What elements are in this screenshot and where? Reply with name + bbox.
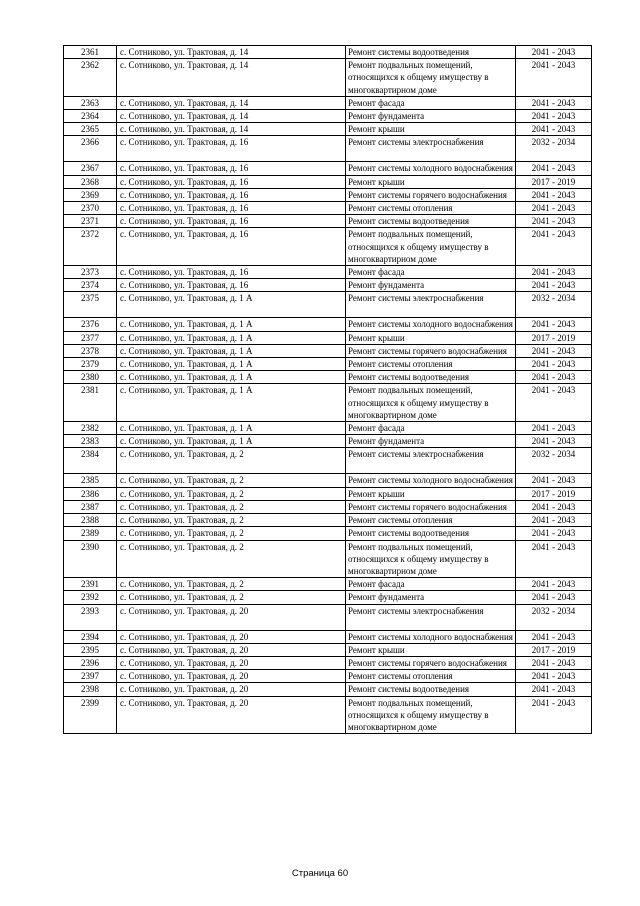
work-type-cell: Ремонт системы отопления (346, 670, 516, 683)
period-cell: 2041 - 2043 (516, 110, 592, 123)
work-type-cell: Ремонт системы горячего водоснабжения (346, 500, 516, 513)
row-number: 2391 (64, 578, 117, 591)
period-cell: 2041 - 2043 (516, 59, 592, 97)
period-cell: 2041 - 2043 (516, 474, 592, 487)
row-number: 2399 (64, 696, 117, 734)
address-cell: с. Сотниково, ул. Трактовая, д. 2 (117, 527, 346, 540)
table-row (64, 344, 592, 357)
address-cell: с. Сотниково, ул. Трактовая, д. 20 (117, 670, 346, 683)
work-type-cell: Ремонт системы водоотведения (346, 371, 516, 384)
work-type-cell: Ремонт системы электроснабжения (346, 448, 516, 474)
table-row (64, 696, 592, 734)
table-row (64, 358, 592, 371)
address-cell: с. Сотниково, ул. Трактовая, д. 20 (117, 656, 346, 669)
period-cell: 2041 - 2043 (516, 188, 592, 201)
table-row (64, 46, 592, 59)
period-cell: 2041 - 2043 (516, 384, 592, 422)
period-cell: 2041 - 2043 (516, 422, 592, 435)
row-number: 2361 (64, 46, 117, 59)
table-row (64, 540, 592, 578)
period-cell: 2041 - 2043 (516, 630, 592, 643)
work-type-cell: Ремонт фундамента (346, 435, 516, 448)
period-cell: 2041 - 2043 (516, 578, 592, 591)
table-row (64, 500, 592, 513)
row-number: 2380 (64, 371, 117, 384)
address-cell: с. Сотниково, ул. Трактовая, д. 1 А (117, 344, 346, 357)
row-number: 2365 (64, 123, 117, 136)
period-cell: 2041 - 2043 (516, 683, 592, 696)
address-cell: с. Сотниково, ул. Трактовая, д. 1 А (117, 358, 346, 371)
period-cell: 2032 - 2034 (516, 448, 592, 474)
table-row (64, 630, 592, 643)
period-cell: 2041 - 2043 (516, 696, 592, 734)
row-number: 2368 (64, 175, 117, 188)
period-cell: 2041 - 2043 (516, 540, 592, 578)
period-cell: 2041 - 2043 (516, 123, 592, 136)
row-number: 2395 (64, 643, 117, 656)
table-row (64, 136, 592, 162)
row-number: 2389 (64, 527, 117, 540)
table-row (64, 487, 592, 500)
row-number: 2362 (64, 59, 117, 97)
period-cell: 2032 - 2034 (516, 292, 592, 318)
address-cell: с. Сотниково, ул. Трактовая, д. 16 (117, 162, 346, 175)
work-type-cell: Ремонт подвальных помещений, относящихся к общему имуществу в многоквартирном доме (346, 540, 516, 578)
period-cell: 2041 - 2043 (516, 435, 592, 448)
work-type-cell: Ремонт системы горячего водоснабжения (346, 344, 516, 357)
address-cell: с. Сотниково, ул. Трактовая, д. 16 (117, 175, 346, 188)
address-cell: с. Сотниково, ул. Трактовая, д. 2 (117, 474, 346, 487)
table-row (64, 279, 592, 292)
period-cell: 2041 - 2043 (516, 358, 592, 371)
period-cell: 2032 - 2034 (516, 604, 592, 630)
address-cell: с. Сотниково, ул. Трактовая, д. 14 (117, 123, 346, 136)
repair-schedule-table (63, 45, 592, 734)
work-type-cell: Ремонт крыши (346, 175, 516, 188)
row-number: 2393 (64, 604, 117, 630)
row-number: 2398 (64, 683, 117, 696)
period-cell: 2041 - 2043 (516, 46, 592, 59)
row-number: 2371 (64, 215, 117, 228)
table-row (64, 331, 592, 344)
work-type-cell: Ремонт системы горячего водоснабжения (346, 656, 516, 669)
period-cell: 2017 - 2019 (516, 175, 592, 188)
row-number: 2379 (64, 358, 117, 371)
address-cell: с. Сотниково, ул. Трактовая, д. 16 (117, 188, 346, 201)
work-type-cell: Ремонт фасада (346, 578, 516, 591)
work-type-cell: Ремонт фасада (346, 96, 516, 109)
table-row (64, 514, 592, 527)
address-cell: с. Сотниково, ул. Трактовая, д. 1 А (117, 292, 346, 318)
address-cell: с. Сотниково, ул. Трактовая, д. 2 (117, 591, 346, 604)
period-cell: 2041 - 2043 (516, 318, 592, 331)
table-row (64, 228, 592, 266)
address-cell: с. Сотниково, ул. Трактовая, д. 20 (117, 630, 346, 643)
period-cell: 2041 - 2043 (516, 215, 592, 228)
work-type-cell: Ремонт подвальных помещений, относящихся к общему имуществу в многоквартирном доме (346, 228, 516, 266)
address-cell: с. Сотниково, ул. Трактовая, д. 1 А (117, 331, 346, 344)
work-type-cell: Ремонт крыши (346, 643, 516, 656)
row-number: 2378 (64, 344, 117, 357)
row-number: 2388 (64, 514, 117, 527)
work-type-cell: Ремонт крыши (346, 123, 516, 136)
address-cell: с. Сотниково, ул. Трактовая, д. 16 (117, 202, 346, 215)
period-cell: 2041 - 2043 (516, 96, 592, 109)
table-row (64, 448, 592, 474)
address-cell: с. Сотниково, ул. Трактовая, д. 14 (117, 46, 346, 59)
table-row (64, 175, 592, 188)
work-type-cell: Ремонт подвальных помещений, относящихся к общему имуществу в многоквартирном доме (346, 59, 516, 97)
address-cell: с. Сотниково, ул. Трактовая, д. 2 (117, 500, 346, 513)
period-cell: 2017 - 2019 (516, 331, 592, 344)
work-type-cell: Ремонт системы отопления (346, 358, 516, 371)
table-row (64, 578, 592, 591)
row-number: 2366 (64, 136, 117, 162)
row-number: 2381 (64, 384, 117, 422)
row-number: 2396 (64, 656, 117, 669)
table-row (64, 670, 592, 683)
address-cell: с. Сотниково, ул. Трактовая, д. 16 (117, 279, 346, 292)
address-cell: с. Сотниково, ул. Трактовая, д. 14 (117, 96, 346, 109)
row-number: 2392 (64, 591, 117, 604)
row-number: 2374 (64, 279, 117, 292)
row-number: 2386 (64, 487, 117, 500)
work-type-cell: Ремонт системы отопления (346, 202, 516, 215)
row-number: 2385 (64, 474, 117, 487)
table-row (64, 604, 592, 630)
page-number: Страница 60 (291, 868, 349, 879)
work-type-cell: Ремонт системы горячего водоснабжения (346, 188, 516, 201)
work-type-cell: Ремонт системы водоотведения (346, 527, 516, 540)
period-cell: 2041 - 2043 (516, 656, 592, 669)
row-number: 2397 (64, 670, 117, 683)
table-body (64, 46, 592, 734)
address-cell: с. Сотниково, ул. Трактовая, д. 1 А (117, 318, 346, 331)
table-row (64, 371, 592, 384)
address-cell: с. Сотниково, ул. Трактовая, д. 1 А (117, 435, 346, 448)
period-cell: 2041 - 2043 (516, 162, 592, 175)
row-number: 2370 (64, 202, 117, 215)
table-row (64, 384, 592, 422)
work-type-cell: Ремонт системы электроснабжения (346, 136, 516, 162)
address-cell: с. Сотниково, ул. Трактовая, д. 2 (117, 448, 346, 474)
work-type-cell: Ремонт подвальных помещений, относящихся к общему имуществу в многоквартирном доме (346, 384, 516, 422)
row-number: 2369 (64, 188, 117, 201)
table-row (64, 266, 592, 279)
work-type-cell: Ремонт фасада (346, 266, 516, 279)
work-type-cell: Ремонт подвальных помещений, относящихся к общему имуществу в многоквартирном доме (346, 696, 516, 734)
table-row (64, 591, 592, 604)
work-type-cell: Ремонт системы отопления (346, 514, 516, 527)
table-row (64, 683, 592, 696)
period-cell: 2041 - 2043 (516, 371, 592, 384)
address-cell: с. Сотниково, ул. Трактовая, д. 1 А (117, 384, 346, 422)
work-type-cell: Ремонт системы водоотведения (346, 46, 516, 59)
work-type-cell: Ремонт системы холодного водоснабжения (346, 162, 516, 175)
period-cell: 2032 - 2034 (516, 136, 592, 162)
address-cell: с. Сотниково, ул. Трактовая, д. 16 (117, 228, 346, 266)
row-number: 2383 (64, 435, 117, 448)
table-row (64, 656, 592, 669)
row-number: 2364 (64, 110, 117, 123)
row-number: 2387 (64, 500, 117, 513)
table-row (64, 435, 592, 448)
address-cell: с. Сотниково, ул. Трактовая, д. 20 (117, 604, 346, 630)
row-number: 2382 (64, 422, 117, 435)
row-number: 2390 (64, 540, 117, 578)
address-cell: с. Сотниково, ул. Трактовая, д. 2 (117, 578, 346, 591)
work-type-cell: Ремонт системы холодного водоснабжения (346, 474, 516, 487)
row-number: 2367 (64, 162, 117, 175)
work-type-cell: Ремонт системы холодного водоснабжения (346, 630, 516, 643)
table-row (64, 162, 592, 175)
period-cell: 2041 - 2043 (516, 279, 592, 292)
table-row (64, 422, 592, 435)
period-cell: 2041 - 2043 (516, 202, 592, 215)
period-cell: 2041 - 2043 (516, 500, 592, 513)
work-type-cell: Ремонт фундамента (346, 591, 516, 604)
work-type-cell: Ремонт крыши (346, 487, 516, 500)
row-number: 2384 (64, 448, 117, 474)
work-type-cell: Ремонт фундамента (346, 279, 516, 292)
row-number: 2394 (64, 630, 117, 643)
table-row (64, 110, 592, 123)
work-type-cell: Ремонт системы электроснабжения (346, 604, 516, 630)
work-type-cell: Ремонт фасада (346, 422, 516, 435)
row-number: 2377 (64, 331, 117, 344)
work-type-cell: Ремонт системы водоотведения (346, 215, 516, 228)
table-row (64, 123, 592, 136)
table-row (64, 527, 592, 540)
address-cell: с. Сотниково, ул. Трактовая, д. 14 (117, 110, 346, 123)
address-cell: с. Сотниково, ул. Трактовая, д. 1 А (117, 422, 346, 435)
table-row (64, 318, 592, 331)
period-cell: 2041 - 2043 (516, 591, 592, 604)
address-cell: с. Сотниково, ул. Трактовая, д. 2 (117, 540, 346, 578)
work-type-cell: Ремонт системы холодного водоснабжения (346, 318, 516, 331)
address-cell: с. Сотниково, ул. Трактовая, д. 16 (117, 266, 346, 279)
row-number: 2375 (64, 292, 117, 318)
work-type-cell: Ремонт системы водоотведения (346, 683, 516, 696)
table-row (64, 643, 592, 656)
row-number: 2376 (64, 318, 117, 331)
table-row (64, 292, 592, 318)
table-row (64, 59, 592, 97)
address-cell: с. Сотниково, ул. Трактовая, д. 16 (117, 215, 346, 228)
period-cell: 2017 - 2019 (516, 643, 592, 656)
address-cell: с. Сотниково, ул. Трактовая, д. 2 (117, 514, 346, 527)
table-row (64, 96, 592, 109)
table-row (64, 202, 592, 215)
table-row (64, 215, 592, 228)
work-type-cell: Ремонт фундамента (346, 110, 516, 123)
period-cell: 2041 - 2043 (516, 527, 592, 540)
work-type-cell: Ремонт системы электроснабжения (346, 292, 516, 318)
period-cell: 2041 - 2043 (516, 514, 592, 527)
row-number: 2372 (64, 228, 117, 266)
address-cell: с. Сотниково, ул. Трактовая, д. 20 (117, 643, 346, 656)
address-cell: с. Сотниково, ул. Трактовая, д. 14 (117, 59, 346, 97)
address-cell: с. Сотниково, ул. Трактовая, д. 20 (117, 696, 346, 734)
table-row (64, 188, 592, 201)
row-number: 2373 (64, 266, 117, 279)
work-type-cell: Ремонт крыши (346, 331, 516, 344)
period-cell: 2017 - 2019 (516, 487, 592, 500)
address-cell: с. Сотниково, ул. Трактовая, д. 2 (117, 487, 346, 500)
address-cell: с. Сотниково, ул. Трактовая, д. 16 (117, 136, 346, 162)
period-cell: 2041 - 2043 (516, 344, 592, 357)
row-number: 2363 (64, 96, 117, 109)
table-row (64, 474, 592, 487)
period-cell: 2041 - 2043 (516, 266, 592, 279)
address-cell: с. Сотниково, ул. Трактовая, д. 1 А (117, 371, 346, 384)
period-cell: 2041 - 2043 (516, 228, 592, 266)
period-cell: 2041 - 2043 (516, 670, 592, 683)
address-cell: с. Сотниково, ул. Трактовая, д. 20 (117, 683, 346, 696)
